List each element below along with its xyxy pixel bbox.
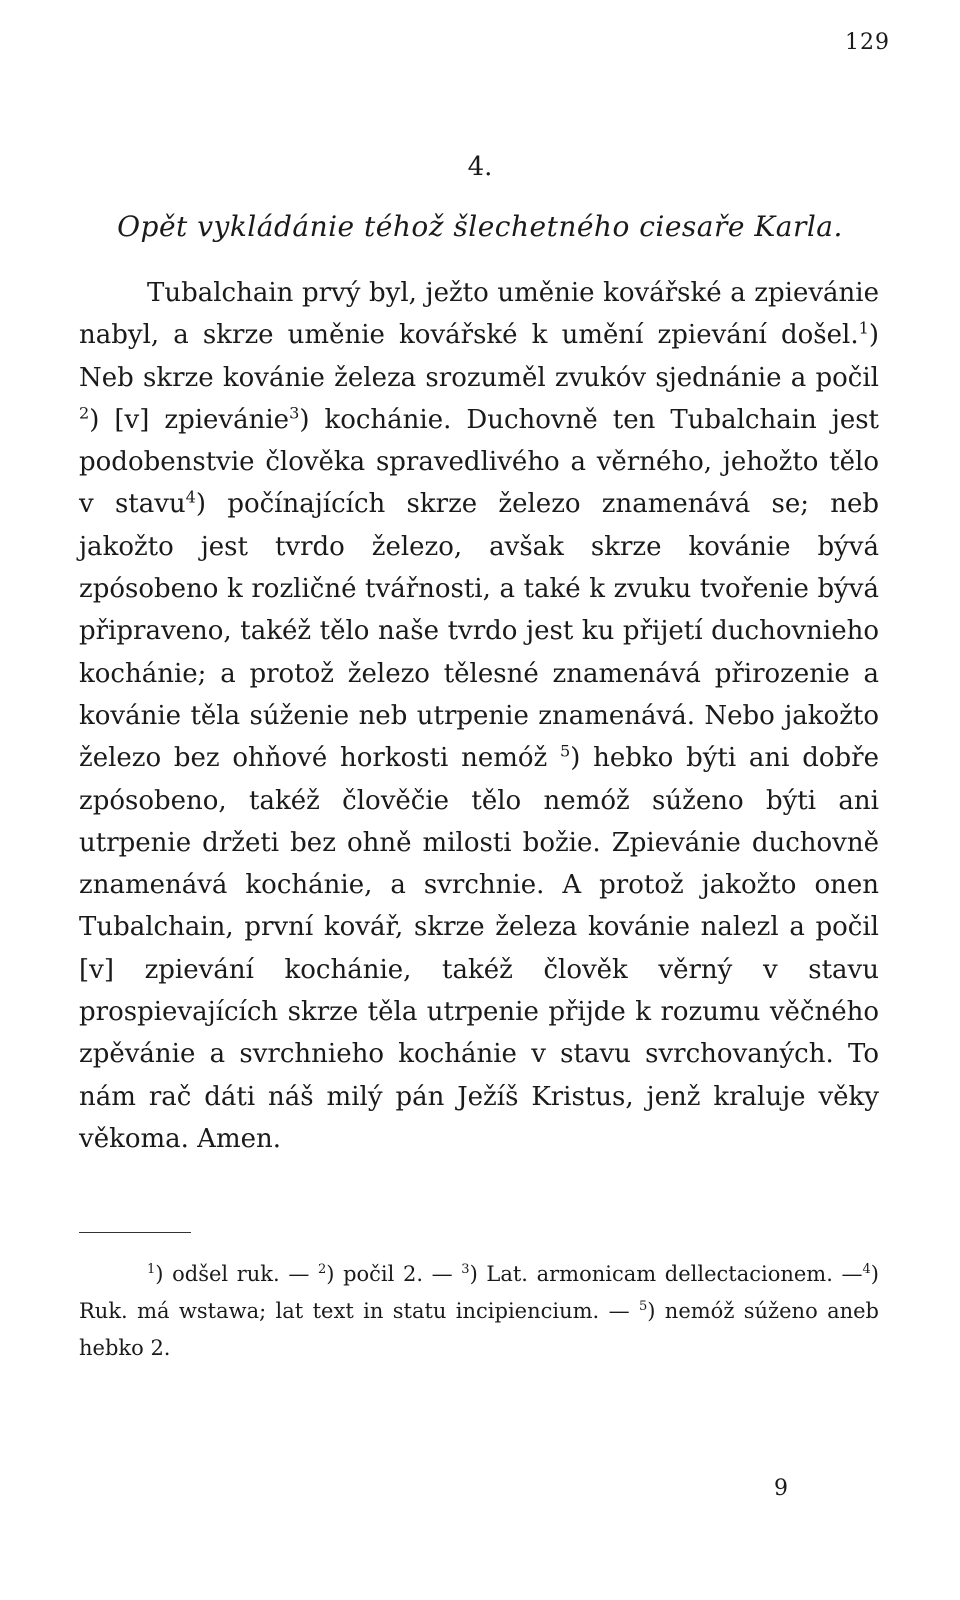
footnote-ref-1: 1 xyxy=(858,318,869,338)
text-run: ) hebko býti ani dobře zpósobeno, takéž člověčie tělo nemóž súženo býti ani utrpenie držeti bez ohně milosti božie. Zpievánie duchovně znamenává kochánie, a svrchnie. A protož jakožto onen Tubalchain, první kovář, skrze železa kovánie nalezl a počil [v] zpievání kochánie, takéž člověk věrný v stavu prospievajících skrze těla utrpenie přijde k rozumu věčného zpěvánie a svrchnieho kochánie v stavu svrchovaných. To nám rač dáti náš milý pán Ježíš Kristus, jenž kraluje věky věkoma. Amen. xyxy=(79,743,879,1154)
paragraph xyxy=(79,272,879,1160)
footnote-run: ) Ruk. má wstawa; lat text in statu incipiencium. — xyxy=(79,1262,879,1323)
text-run: ) Neb skrze kovánie železa srozuměl zvukóv sjednánie a počil xyxy=(79,320,879,393)
chapter-number: 4. xyxy=(467,152,493,182)
page-number: 129 xyxy=(845,30,890,55)
footnote-ref-4: 4 xyxy=(185,487,196,507)
footnote-ref-3: 3 xyxy=(289,403,300,423)
text-run: ) kochánie. Duchovně ten Tubalchain jest podobenstvie člověka spravedlivého a věrného, jehožto tělo v stavu xyxy=(79,404,879,520)
footnote-run: ) Lat. armonicam dellectacionem. — xyxy=(469,1262,863,1286)
chapter-title: Opět vykládánie téhož šlechetného ciesaře Karla. xyxy=(117,210,843,243)
footnote-run: ) nemóž súženo aneb hebko 2. xyxy=(79,1299,880,1360)
footnote-marker-3: 3 xyxy=(461,1262,470,1277)
footnote-run: ) odšel ruk. — xyxy=(155,1262,318,1286)
text-run: ) [v] zpievánie xyxy=(89,404,290,435)
footnote-run: ) počil 2. — xyxy=(326,1262,462,1286)
text-run: ) počínajících skrze železo znamenává se; neb jakožto jest tvrdo železo, avšak skrze kovánie bývá zpósobeno k rozličné tvářnosti, a také k zvuku tvořenie bývá připraveno, takéž tělo naše tvrdo jest ku přijetí duchovnieho kochánie; a protož železo tělesné znamenává přirozenie a kovánie těla súženie neb utrpenie znamenává. Nebo jakožto železo bez ohňové horkosti nemóž xyxy=(79,489,879,774)
footnote-marker-2: 2 xyxy=(317,1262,327,1277)
footnotes xyxy=(79,1256,879,1367)
footnote-marker-5: 5 xyxy=(638,1299,648,1314)
footnote-marker-1: 1 xyxy=(147,1262,156,1277)
main-text xyxy=(79,272,879,1160)
text-run: Tubalchain prvý byl, ježto uměnie kovářské a zpievánie nabyl, a skrze uměnie kovářské k umění zpievání došel. xyxy=(79,278,879,351)
footnote-marker-4: 4 xyxy=(862,1262,871,1277)
footnote-text xyxy=(79,1256,879,1367)
footnote-ref-5: 5 xyxy=(559,741,571,761)
signature-mark: 9 xyxy=(774,1476,788,1501)
footnote-ref-2: 2 xyxy=(79,403,90,423)
footnote-divider xyxy=(79,1232,191,1233)
